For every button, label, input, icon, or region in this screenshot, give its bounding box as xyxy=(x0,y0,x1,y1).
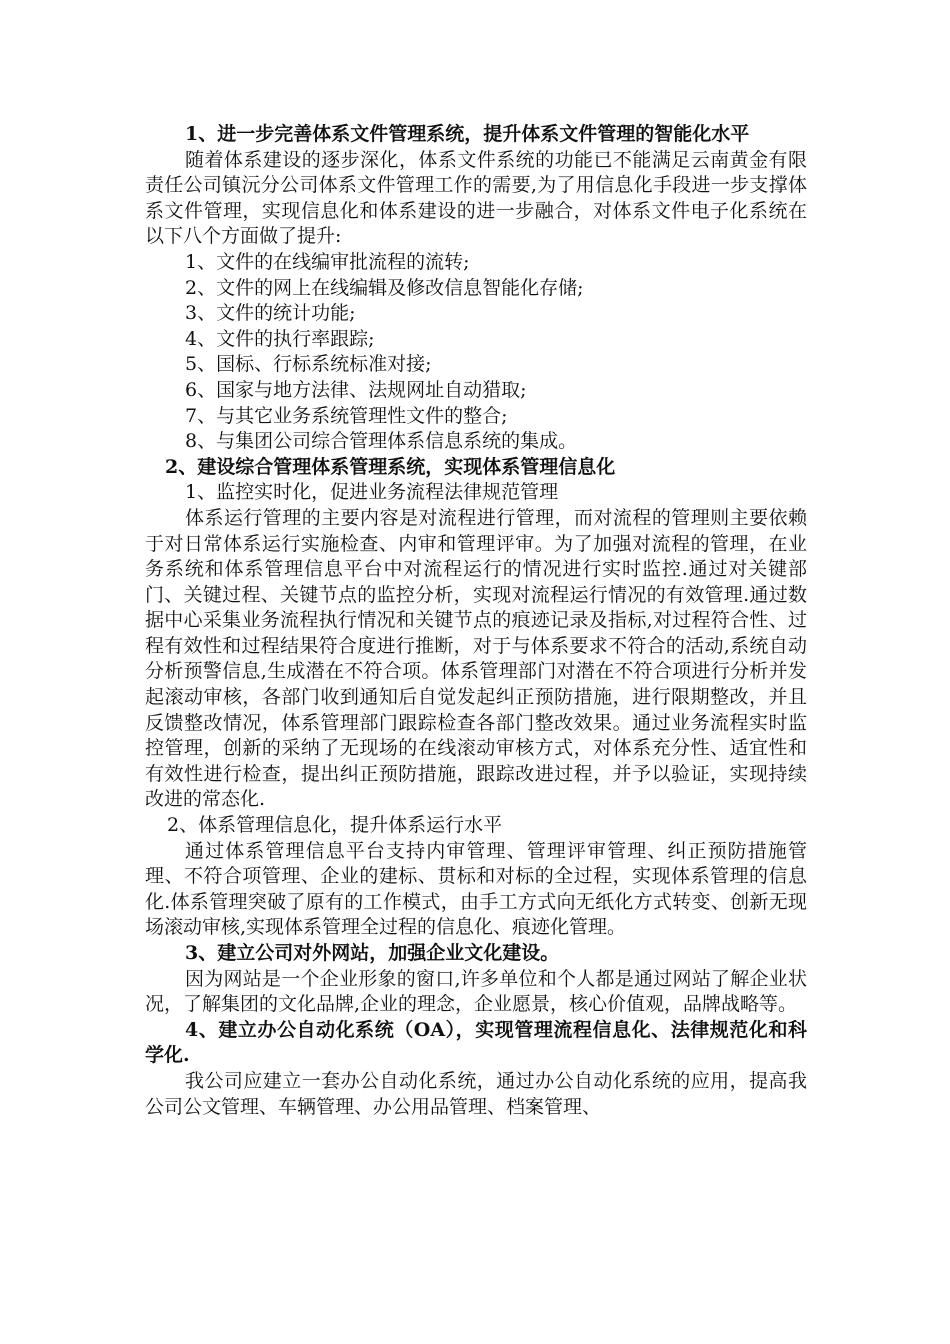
section-heading-4: 4、建立办公自动化系统（OA），实现管理流程信息化、法律规范化和科学化. xyxy=(145,1018,807,1067)
list-item: 8、与集团公司综合管理体系信息系统的集成。 xyxy=(185,430,578,453)
paragraph: 体系运行管理的主要内容是对流程进行管理，而对流程的管理则主要依赖于对日常体系运行实施检查、内审和管理评审。为了加强对流程的管理，在业务系统和体系管理信息平台中对流程运行的情况进行实时监控.通过对关键部门、关键过程、关键节点的监控分析，实现对流程运行情况的有效管理.通过数据中心采集业务流程执行情况和关键节点的痕迹记录及指标,对过程符合性、过程有效性和过程结果符合度进行推断，对于与体系要求不符合的活动,系统自动分析预警信息,生成潜在不符合项。体系管理部门对潜在不符合项进行分析并发起滚动审核，各部门收到通知后自觉发起纠正预防措施，进行限期整改，并且反馈整改情况，体系管理部门跟踪检查各部门整改效果。通过业务流程实时监控管理，创新的采纳了无现场的在线滚动审核方式，对体系充分性、适宜性和有效性进行检查，提出纠正预防措施，跟踪改进过程，并予以验证，实现持续改进的常态化. xyxy=(145,506,807,811)
list-item: 6、国家与地方法律、法规网址自动猎取; xyxy=(185,378,527,401)
paragraph: 因为网站是一个企业形象的窗口,许多单位和个人都是通过网站了解企业状况，了解集团的文化品牌,企业的理念，企业愿景，核心价值观，品牌战略等。 xyxy=(145,967,807,1016)
section-heading-2: 2、建设综合管理体系管理系统，实现体系管理信息化 xyxy=(165,455,616,478)
list-item: 4、文件的执行率跟踪; xyxy=(185,327,375,350)
list-item: 7、与其它业务系统管理性文件的整合; xyxy=(185,404,508,427)
list-item: 3、文件的统计功能; xyxy=(185,302,356,325)
section-heading-1: 1、进一步完善体系文件管理系统，提升体系文件管理的智能化水平 xyxy=(185,123,750,145)
list-item: 2、文件的网上在线编辑及修改信息智能化存储; xyxy=(185,276,584,299)
paragraph: 我公司应建立一套办公自动化系统，通过办公自动化系统的应用，提高我公司公文管理、车辆管理、办公用品管理、档案管理、 xyxy=(145,1069,807,1118)
paragraph: 通过体系管理信息平台支持内审管理、管理评审管理、纠正预防措施管理、不符合项管理、企业的建标、贯标和对标的全过程，实现体系管理的信息化.体系管理突破了原有的工作模式，由手工方式向无纸化方式转变、创新无现场滚动审核,实现体系管理全过程的信息化、痕迹化管理。 xyxy=(145,839,807,939)
section-heading-3: 3、建立公司对外网站，加强企业文化建设。 xyxy=(185,942,560,964)
subsection-title: 1、监控实时化，促进业务流程法律规范管理 xyxy=(185,481,559,504)
list-item: 1、文件的在线编审批流程的流转; xyxy=(185,250,470,273)
subsection-title: 2、体系管理信息化，提升体系运行水平 xyxy=(167,814,503,837)
list-item: 5、国标、行标系统标准对接; xyxy=(185,353,432,376)
paragraph: 随着体系建设的逐步深化，体系文件系统的功能已不能满足云南黄金有限责任公司镇沅分公司体系文件管理工作的需要,为了用信息化手段进一步支撑体系文件管理，实现信息化和体系建设的进一步融合，对体系文件电子化系统在以下八个方面做了提升: xyxy=(145,148,807,248)
